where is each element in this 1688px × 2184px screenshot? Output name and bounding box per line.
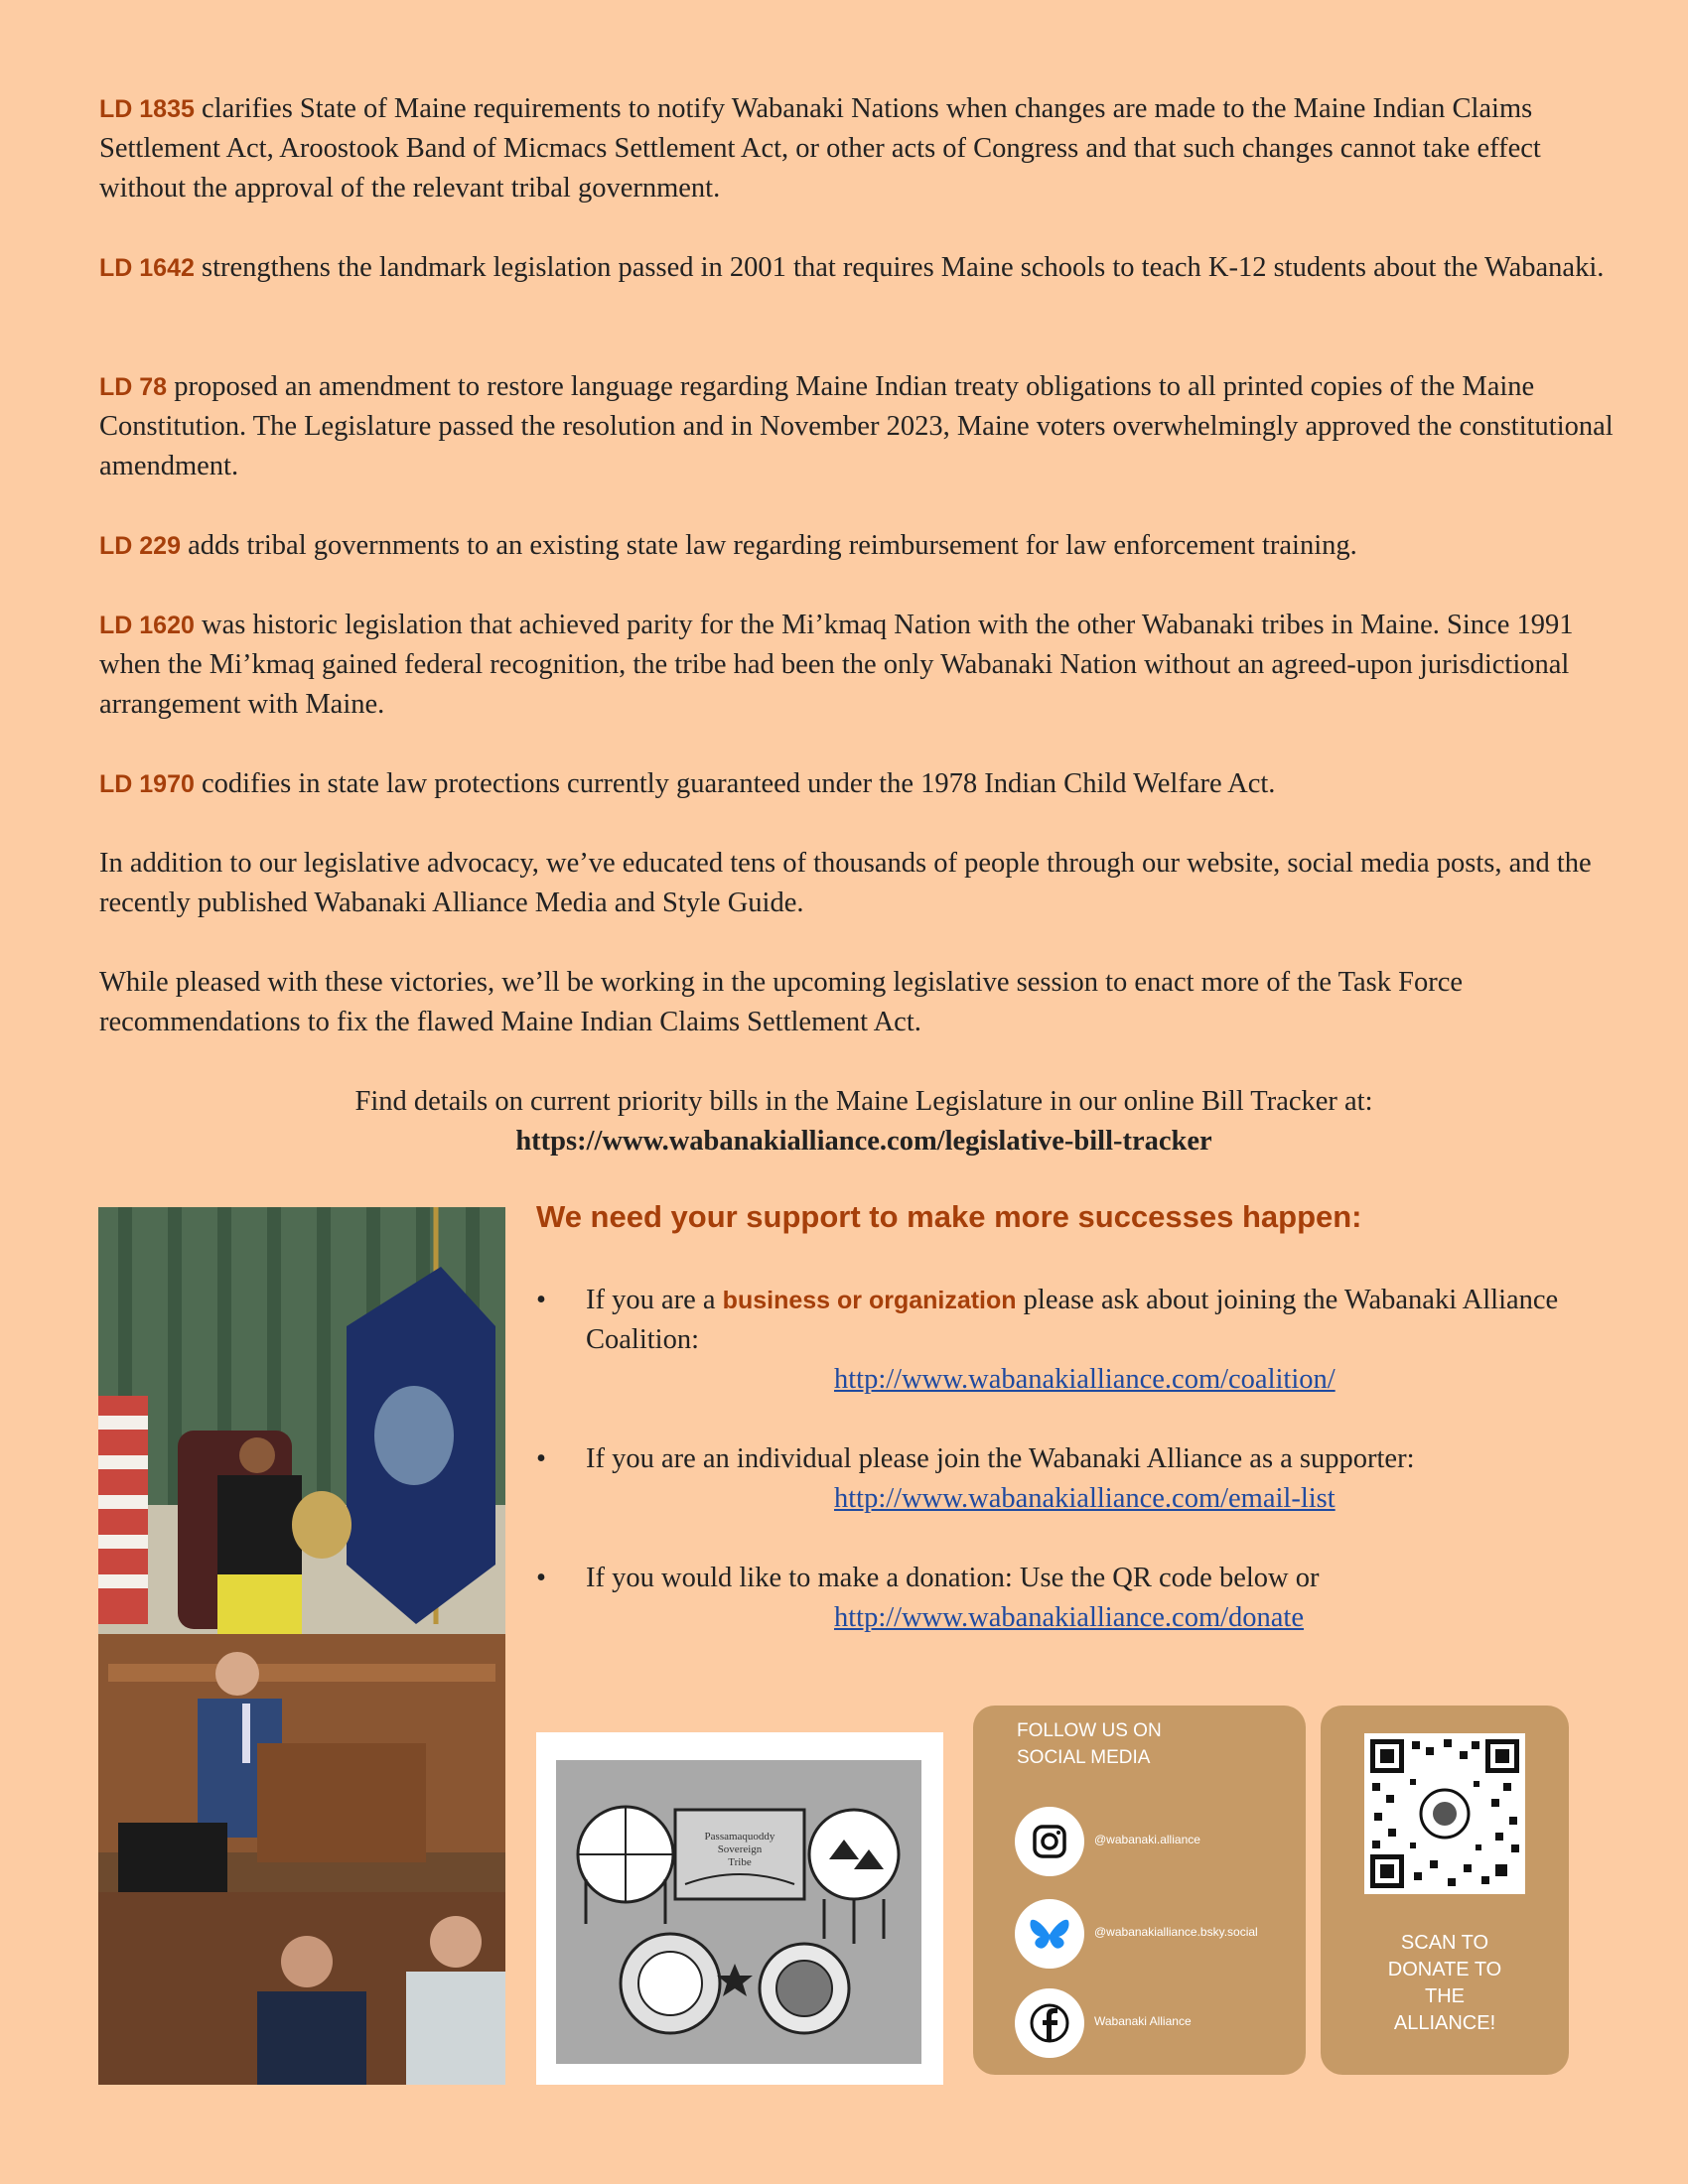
bullet-dot: • xyxy=(536,1285,546,1315)
bullet-text-pre: If you are a xyxy=(586,1285,723,1315)
tribal-seals-image xyxy=(536,1732,943,2085)
social-title xyxy=(1017,1717,1162,1771)
instagram-icon[interactable] xyxy=(1015,1807,1084,1876)
bill-text: was historic legislation that achieved parity for the Mi’kmaq Nation with the other Wabanaki tribes in Maine. Since 1991 when the Mi’kmaq gained federal recognition, the tribe had been the only Wabanaki Nation without an agreed-upon jurisdictional arrangement with Maine. xyxy=(99,610,1574,720)
bill-id: LD 1970 xyxy=(99,770,195,798)
passamaquoddy-seal-line1: Passamaquoddy xyxy=(704,1831,775,1843)
facebook-link[interactable] xyxy=(1015,1988,1293,2058)
bullet-text xyxy=(586,1281,1628,1360)
donate-link[interactable]: http://www.wabanakialliance.com/donate xyxy=(834,1602,1304,1633)
support-heading: We need your support to make more successes happen: xyxy=(536,1199,1362,1234)
coalition-link[interactable]: http://www.wabanakialliance.com/coalition/ xyxy=(834,1364,1336,1395)
bullet-text: If you would like to make a donation: Use the QR code below or xyxy=(586,1563,1320,1593)
bluesky-handle[interactable]: @wabanakialliance.bsky.social xyxy=(1094,1925,1258,1939)
social-media-panel xyxy=(973,1706,1306,2075)
passamaquoddy-seal-line2: Sovereign xyxy=(717,1843,763,1855)
legislature-photo xyxy=(98,1207,505,2085)
instagram-handle[interactable]: @wabanaki.alliance xyxy=(1094,1833,1200,1846)
social-title-line1: FOLLOW US ON xyxy=(1017,1720,1162,1741)
donate-qr-panel xyxy=(1321,1706,1569,2075)
qr-code-graphic xyxy=(1364,1733,1525,1894)
tracker-link[interactable]: https://www.wabanakialliance.com/legislative-bill-tracker xyxy=(515,1126,1212,1157)
bill-id: LD 229 xyxy=(99,532,181,560)
bill-text: proposed an amendment to restore language regarding Maine Indian treaty obligations to all printed copies of the Maine Constitution. The Legislature passed the resolution and in November 2023, Maine voters overwhelmingly approved the constitutional amendment. xyxy=(99,371,1614,481)
scan-line2: DONATE TO xyxy=(1387,1959,1502,1980)
scan-line4: ALLIANCE! xyxy=(1393,2012,1496,2034)
facebook-icon[interactable] xyxy=(1015,1988,1084,2058)
bill-ld1835 xyxy=(99,89,1628,208)
scan-to-donate xyxy=(1321,1930,1569,2037)
bullet-text: If you are an individual please join the Wabanaki Alliance as a supporter: xyxy=(586,1443,1415,1474)
bill-id: LD 1620 xyxy=(99,612,195,639)
bullet-dot: • xyxy=(536,1443,546,1474)
legislature-photo-illustration xyxy=(98,1207,505,2085)
closing-paragraph: While pleased with these victories, we’ll be working in the upcoming legislative session to enact more of the Task Force recommendations to fix the flawed Maine Indian Claims Settlement Act. xyxy=(99,967,1464,1037)
scan-line3: THE xyxy=(1425,1985,1465,2007)
bill-text: strengthens the landmark legislation passed in 2001 that requires Maine schools to teach K-12 students about the Wabanaki. xyxy=(194,252,1605,283)
bill-id: LD 1835 xyxy=(99,95,195,123)
bill-text: clarifies State of Maine requirements to notify Wabanaki Nations when changes are made to the Maine Indian Claims Settlement Act, Aroostook Band of Micmacs Settlement Act, or other acts of Congress and that such changes cannot take effect without the approval of the relevant tribal government. xyxy=(99,93,1541,204)
education-paragraph: In addition to our legislative advocacy, we’ve educated tens of thousands of people through our website, social media posts, and the recently published Wabanaki Alliance Media and Style Guide. xyxy=(99,848,1592,918)
bullet-text-bold: business or organization xyxy=(722,1287,1017,1314)
bill-text: codifies in state law protections currently guaranteed under the 1978 Indian Child Welfare Act. xyxy=(194,768,1276,799)
bill-ld78 xyxy=(99,367,1628,486)
bill-id: LD 1642 xyxy=(99,254,195,282)
facebook-handle[interactable]: Wabanaki Alliance xyxy=(1094,2014,1192,2028)
tribal-seals-illustration xyxy=(556,1760,921,2064)
bill-ld1970 xyxy=(99,764,1628,804)
bluesky-icon[interactable] xyxy=(1015,1899,1084,1969)
bill-ld1642 xyxy=(99,248,1628,288)
support-bullet-donation xyxy=(536,1559,1628,1638)
bill-ld1620 xyxy=(99,606,1628,725)
instagram-link[interactable] xyxy=(1015,1807,1293,1876)
tracker-line: Find details on current priority bills in the Maine Legislature in our online Bill Tracker at: xyxy=(354,1086,1373,1117)
tribal-seals-panel xyxy=(556,1760,921,2064)
bill-text: adds tribal governments to an existing state law regarding reimbursement for law enforcement training. xyxy=(180,530,1357,561)
email-list-link[interactable]: http://www.wabanakialliance.com/email-list xyxy=(834,1483,1336,1514)
bullet-dot: • xyxy=(536,1563,546,1593)
support-bullet-business xyxy=(536,1281,1628,1400)
donate-qr-code[interactable] xyxy=(1364,1733,1525,1894)
bullet-text-post: please ask about joining the Wabanaki Alliance Coalition: xyxy=(586,1285,1559,1355)
bill-id: LD 78 xyxy=(99,373,168,401)
social-title-line2: SOCIAL MEDIA xyxy=(1017,1747,1151,1768)
passamaquoddy-seal-line3: Tribe xyxy=(728,1856,752,1868)
scan-line1: SCAN TO xyxy=(1400,1932,1489,1954)
support-bullet-individual xyxy=(536,1439,1628,1519)
bluesky-link[interactable] xyxy=(1015,1899,1293,1969)
bill-ld229 xyxy=(99,526,1628,566)
